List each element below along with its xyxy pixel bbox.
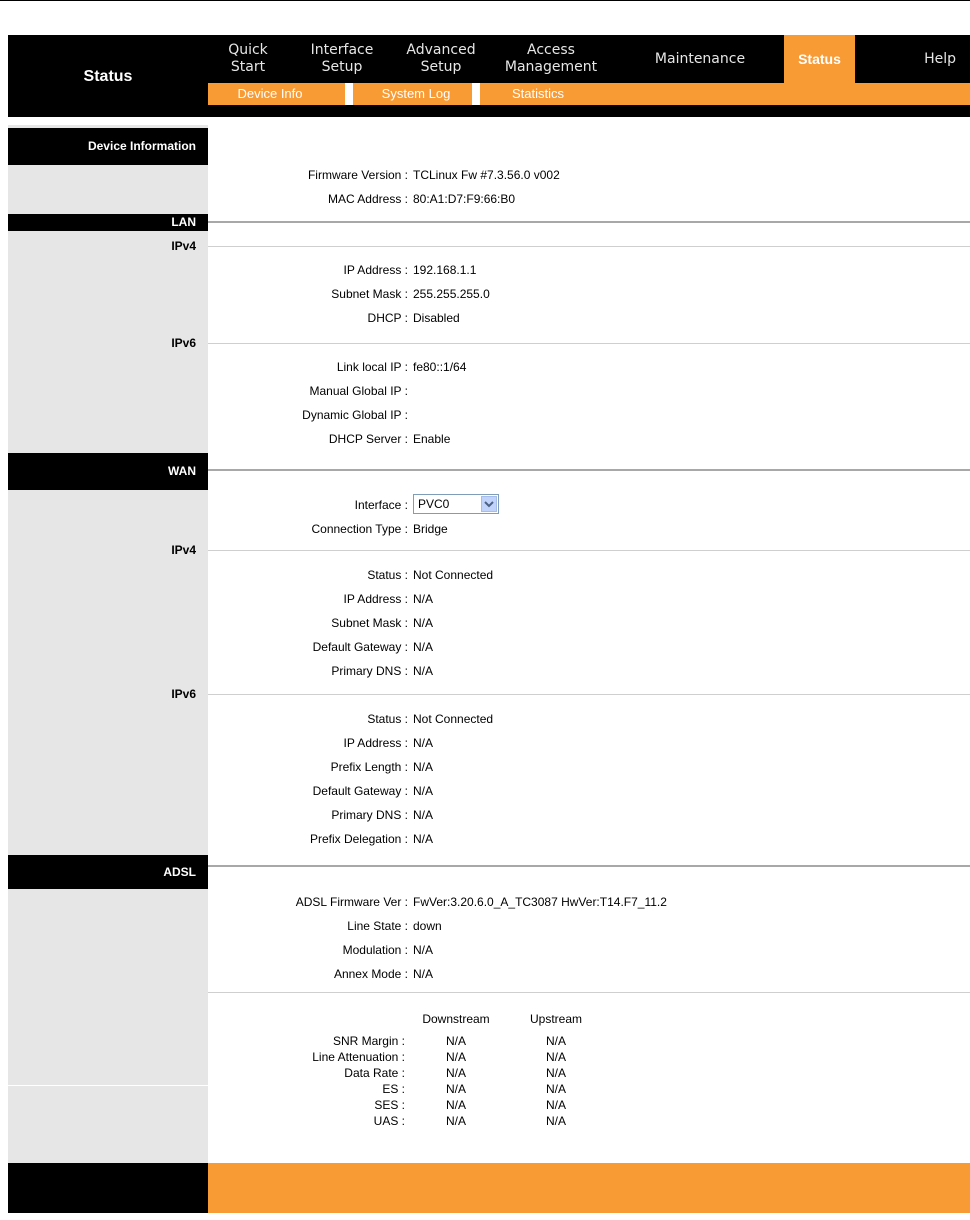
downstream-value: N/A xyxy=(445,1082,466,1096)
lan-ip-address-value: 192.168.1.1 xyxy=(413,263,477,277)
subnav-separator xyxy=(472,83,480,105)
footer-bar xyxy=(208,1163,970,1213)
lan-dhcp-value: Disabled xyxy=(413,311,460,325)
nav-help[interactable] xyxy=(855,35,970,83)
main-nav xyxy=(208,35,970,83)
table-row xyxy=(208,1066,970,1080)
row-label: SNR Margin : xyxy=(332,1034,405,1048)
column-header-downstream: Downstream xyxy=(422,1012,490,1026)
section-divider xyxy=(208,221,970,223)
section-label-text: Device Information xyxy=(87,139,196,153)
top-border xyxy=(0,0,970,1)
field-label: ADSL Firmware Ver : xyxy=(295,895,408,909)
link-local-ip-value: fe80::1/64 xyxy=(413,360,467,374)
upstream-value: N/A xyxy=(545,1114,566,1128)
downstream-value: N/A xyxy=(445,1034,466,1048)
field-label: Default Gateway : xyxy=(312,640,408,654)
dhcp-server-row xyxy=(208,429,970,449)
wan-ipv6-prefix-length-value: N/A xyxy=(413,760,434,774)
row-label: ES : xyxy=(382,1082,405,1096)
main-content xyxy=(8,125,970,1173)
modulation-row xyxy=(208,940,970,960)
section-label-lan xyxy=(8,214,208,231)
field-label: MAC Address : xyxy=(327,192,408,206)
interface-select-value: PVC0 xyxy=(418,497,450,511)
field-label: Annex Mode : xyxy=(333,967,408,981)
wan-ipv6-dns-value: N/A xyxy=(413,808,434,822)
field-label: Status : xyxy=(367,568,408,582)
row-label: SES : xyxy=(374,1098,405,1112)
header xyxy=(8,35,970,117)
field-label: IP Address : xyxy=(343,592,408,606)
nav-label: Advanced Setup xyxy=(406,42,476,75)
annex-mode-row xyxy=(208,964,970,984)
nav-label: Status xyxy=(798,50,841,67)
downstream-value: N/A xyxy=(445,1098,466,1112)
wan-ipv6-gateway-value: N/A xyxy=(413,784,434,798)
wan-ipv6-status-value: Not Connected xyxy=(413,712,494,726)
upstream-value: N/A xyxy=(545,1082,566,1096)
section-label-text: LAN xyxy=(171,215,196,229)
line-state-row xyxy=(208,916,970,936)
table-row xyxy=(208,1034,970,1048)
field-label: Subnet Mask : xyxy=(331,616,408,630)
nav-status[interactable] xyxy=(784,35,855,83)
row-label: Data Rate : xyxy=(344,1066,405,1080)
interface-select[interactable] xyxy=(413,494,499,514)
nav-label: Interface Setup xyxy=(310,42,374,75)
nav-label: Help xyxy=(924,50,956,67)
mac-address-value: 80:A1:D7:F9:66:B0 xyxy=(413,192,516,206)
field-label: Link local IP : xyxy=(336,360,408,374)
lan-ipv6-label: IPv6 xyxy=(171,336,196,350)
wan-ipv4-ip-row xyxy=(208,589,970,609)
subnav-label: System Log xyxy=(381,86,451,101)
table-row xyxy=(208,1082,970,1096)
subsection-divider xyxy=(208,694,970,695)
field-label: DHCP Server : xyxy=(328,432,408,446)
wan-ipv6-ip-value: N/A xyxy=(413,736,434,750)
row-label: UAS : xyxy=(373,1114,405,1128)
wan-ipv6-prefix-delegation-value: N/A xyxy=(413,832,434,846)
downstream-value: N/A xyxy=(445,1050,466,1064)
nav-quick-start[interactable] xyxy=(208,35,288,83)
upstream-value: N/A xyxy=(545,1098,566,1112)
table-row xyxy=(208,1050,970,1064)
wan-ipv4-status-value: Not Connected xyxy=(413,568,494,582)
wan-ipv6-dns-row xyxy=(208,805,970,825)
modulation-value: N/A xyxy=(413,943,434,957)
wan-ipv4-status-row xyxy=(208,565,970,585)
annex-mode-value: N/A xyxy=(413,967,434,981)
wan-ipv6-status-row xyxy=(208,709,970,729)
section-divider xyxy=(208,469,970,471)
subnav-label: Statistics xyxy=(511,86,564,101)
table-row xyxy=(208,1114,970,1128)
field-label: Default Gateway : xyxy=(312,784,408,798)
column-header-upstream: Upstream xyxy=(529,1012,582,1026)
section-label-text: ADSL xyxy=(163,865,196,879)
lan-dhcp-row xyxy=(208,308,970,328)
field-label: Modulation : xyxy=(342,943,408,957)
wan-ipv6-prefix-length-row xyxy=(208,757,970,777)
field-label: Prefix Length : xyxy=(330,760,408,774)
section-label-adsl xyxy=(8,855,208,889)
wan-ipv4-ip-value: N/A xyxy=(413,592,434,606)
firmware-version-value: TCLinux Fw #7.3.56.0 v002 xyxy=(413,168,560,182)
field-label: Prefix Delegation : xyxy=(309,832,408,846)
field-label: Connection Type : xyxy=(311,522,408,536)
section-label-wan xyxy=(8,453,208,490)
manual-global-ip-row xyxy=(208,381,970,401)
subsection-divider xyxy=(208,550,970,551)
lan-subnet-mask-value: 255.255.255.0 xyxy=(413,287,490,301)
wan-ipv4-subnet-row xyxy=(208,613,970,633)
field-label: Line State : xyxy=(347,919,408,933)
field-label: DHCP : xyxy=(367,311,408,325)
nav-label: Maintenance xyxy=(654,50,746,67)
page-title-text: Status xyxy=(83,68,133,85)
lan-ipv4-label: IPv4 xyxy=(171,239,196,253)
chevron-down-icon[interactable] xyxy=(481,496,497,512)
upstream-value: N/A xyxy=(545,1034,566,1048)
nav-maintenance[interactable] xyxy=(616,35,784,83)
sub-nav xyxy=(208,83,970,117)
dhcp-server-value: Enable xyxy=(413,432,451,446)
downstream-value: N/A xyxy=(445,1114,466,1128)
wan-interface-row xyxy=(208,495,970,515)
subnav-label: Device Info xyxy=(237,86,303,101)
wan-ipv4-subnet-value: N/A xyxy=(413,616,434,630)
link-local-ip-row xyxy=(208,357,970,377)
field-label: Subnet Mask : xyxy=(331,287,408,301)
sub-nav-bar xyxy=(208,83,970,105)
connection-type-row xyxy=(208,519,970,539)
nav-label: Access Management xyxy=(504,42,598,75)
subsection-divider xyxy=(208,343,970,344)
section-divider xyxy=(208,865,970,867)
dynamic-global-ip-row xyxy=(208,405,970,425)
wan-ipv4-label: IPv4 xyxy=(171,543,196,557)
wan-ipv6-ip-row xyxy=(208,733,970,753)
field-label: IP Address : xyxy=(343,263,408,277)
lan-subnet-mask-row xyxy=(208,284,970,304)
subnav-system-log[interactable] xyxy=(360,83,472,105)
nav-advanced-setup[interactable] xyxy=(396,35,486,83)
subnav-separator xyxy=(345,83,353,105)
adsl-firmware-value: FwVer:3.20.6.0_A_TC3087 HwVer:T14.F7_11.2 xyxy=(413,895,667,909)
wan-ipv6-prefix-delegation-row xyxy=(208,829,970,849)
nav-interface-setup[interactable] xyxy=(288,35,396,83)
wan-ipv4-dns-value: N/A xyxy=(413,664,434,678)
connection-type-value: Bridge xyxy=(413,522,448,536)
field-label: Status : xyxy=(367,712,408,726)
field-label: Interface : xyxy=(354,498,408,512)
table-row xyxy=(208,1098,970,1112)
row-label: Line Attenuation : xyxy=(312,1050,405,1064)
left-column xyxy=(8,125,208,1173)
nav-access-management[interactable] xyxy=(486,35,616,83)
wan-ipv4-gateway-row xyxy=(208,637,970,657)
field-label: Dynamic Global IP : xyxy=(302,408,408,422)
firmware-version-row xyxy=(208,165,970,185)
subsection-divider xyxy=(208,246,970,247)
line-state-value: down xyxy=(413,919,442,933)
page-title xyxy=(8,35,208,117)
upstream-value: N/A xyxy=(545,1050,566,1064)
field-label: IP Address : xyxy=(343,736,408,750)
subsection-divider xyxy=(208,992,970,993)
wan-ipv6-label: IPv6 xyxy=(171,687,196,701)
section-label-text: WAN xyxy=(168,464,196,478)
downstream-value: N/A xyxy=(445,1066,466,1080)
subnav-statistics[interactable] xyxy=(490,83,586,105)
adsl-firmware-row xyxy=(208,892,970,912)
section-label-device-information xyxy=(8,128,208,165)
field-label: Firmware Version : xyxy=(307,168,408,182)
field-label: Primary DNS : xyxy=(331,664,408,678)
lan-ip-address-row xyxy=(208,260,970,280)
nav-label: Quick Start xyxy=(228,42,268,75)
subnav-device-info[interactable] xyxy=(222,83,318,105)
wan-ipv4-gateway-value: N/A xyxy=(413,640,434,654)
field-label: Manual Global IP : xyxy=(309,384,408,398)
footer-left xyxy=(8,1163,208,1213)
wan-ipv6-gateway-row xyxy=(208,781,970,801)
wan-ipv4-dns-row xyxy=(208,661,970,681)
left-separator xyxy=(8,1085,208,1086)
field-label: Primary DNS : xyxy=(331,808,408,822)
footer xyxy=(8,1163,970,1213)
mac-address-row xyxy=(208,189,970,209)
adsl-table-header xyxy=(208,1012,970,1026)
upstream-value: N/A xyxy=(545,1066,566,1080)
